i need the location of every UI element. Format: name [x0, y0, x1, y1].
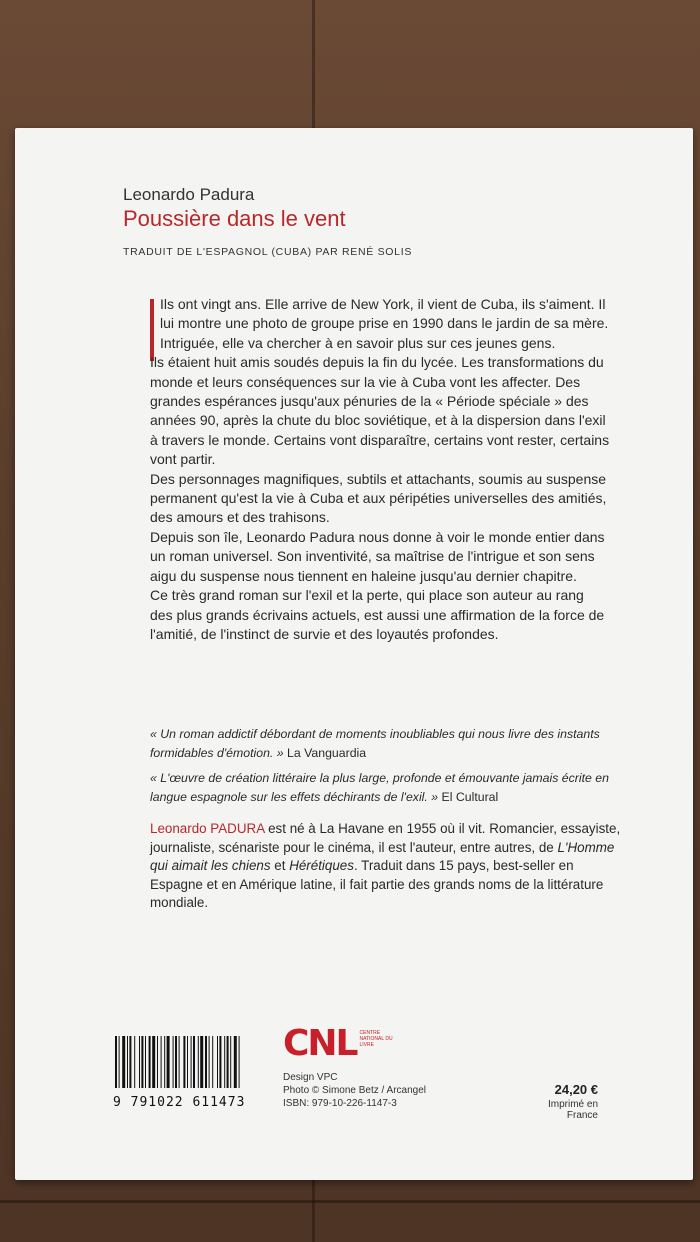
isbn: ISBN: 979-10-226-1147-3 [283, 1098, 397, 1109]
blurb-paragraph: Des personnages magnifiques, subtils et attachants, soumis au suspense permanent qu'est la vie à Cuba et aux péripéties universelles des amitiés, des amours et des trahisons. [150, 470, 607, 526]
book-back-cover [15, 128, 693, 1180]
blurb-paragraph: Ils ont vingt ans. Elle arrive de New York, il vient de Cuba, ils s'aiment. Il lui montre une photo de groupe prise en 1990 dans le jardin de sa mère. Intriguée, elle va chercher à en savoir plus sur ces jeunes gens. [160, 296, 609, 351]
book-title: Poussière dans le vent [123, 206, 346, 231]
barcode-icon [113, 1036, 278, 1088]
barcode-number: 9 791022 611473 [113, 1095, 246, 1110]
printed-in: Imprimé en France [547, 1099, 598, 1121]
blurb-paragraph: Ce très grand roman sur l'exil et la perte, qui place son auteur au rang des plus grands écrivains actuels, est aussi une affirmation de la force de l'amitié, de l'instinct de survie et des loyautés profondes. [150, 587, 605, 642]
quote-source: El Cultural [441, 790, 499, 804]
press-quotes [150, 725, 620, 813]
bio-text: et [270, 858, 290, 873]
blurb [150, 295, 610, 644]
bio-author-name: Leonardo PADURA [150, 821, 265, 836]
photo-credit: Photo © Simone Betz / Arcangel [283, 1085, 427, 1096]
author-name: Leonardo Padura [123, 185, 255, 204]
translator-credit: TRADUIT DE L'ESPAGNOL (CUBA) PAR RENÉ SOLIS [123, 246, 413, 258]
price: 24,20 € [554, 1082, 598, 1097]
press-quote [150, 725, 620, 763]
floor-seam [0, 1200, 700, 1203]
author-bio [150, 820, 630, 913]
quote-text: « Un roman addictif débordant de moments inoubliables qui nous livre des instants formidables d'émotion. » [150, 727, 600, 760]
barcode-block [113, 1036, 278, 1110]
bio-book-title: L'Homme qui aimait les chiens [150, 839, 615, 873]
bio-text: est né à La Havane en 1955 où il vit. Romancier, essayiste, journaliste, scénariste pour le cinéma, il est l'auteur, entre autres, de [150, 821, 621, 855]
cnl-logo: CNL [283, 1023, 357, 1064]
quote-source: La Vanguardia [287, 746, 367, 760]
quote-text: « L'œuvre de création littéraire la plus large, profonde et émouvante jamais écrite en langue espagnole sur les effets déchirants de l'exil. » [150, 771, 609, 804]
bio-book-title: Hérétiques [289, 858, 354, 873]
cnl-logo-caption: CENTRE NATIONAL DU LIVRE [359, 1030, 393, 1048]
publisher-logo [283, 1023, 400, 1064]
bio-text: . Traduit dans 15 pays, best-seller en Espagne et en Amérique latine, il fait partie des grands noms de la littérature mondiale. [150, 858, 604, 910]
blurb-paragraph: Depuis son île, Leonardo Padura nous donne à voir le monde entier dans un roman universel. Son inventivité, sa maîtrise de l'intrigue et son sens aigu du suspense nous tiennent en haleine jusqu'au dernier chapitre. [150, 528, 605, 584]
blurb-paragraph: Ils étaient huit amis soudés depuis la fin du lycée. Les transformations du monde et leurs conséquences sur la vie à Cuba vont les affecter. Des grandes espérances jusqu'aux pénuries de la « Période spéciale » des années 90, après la chute du bloc soviétique, et à la dispersion dans l'exil à travers le monde. Certains vont disparaître, certains vont rester, certains vont partir. [150, 354, 610, 468]
credits [283, 1071, 426, 1110]
design-credit: Design VPC [283, 1072, 338, 1083]
press-quote [150, 769, 620, 807]
